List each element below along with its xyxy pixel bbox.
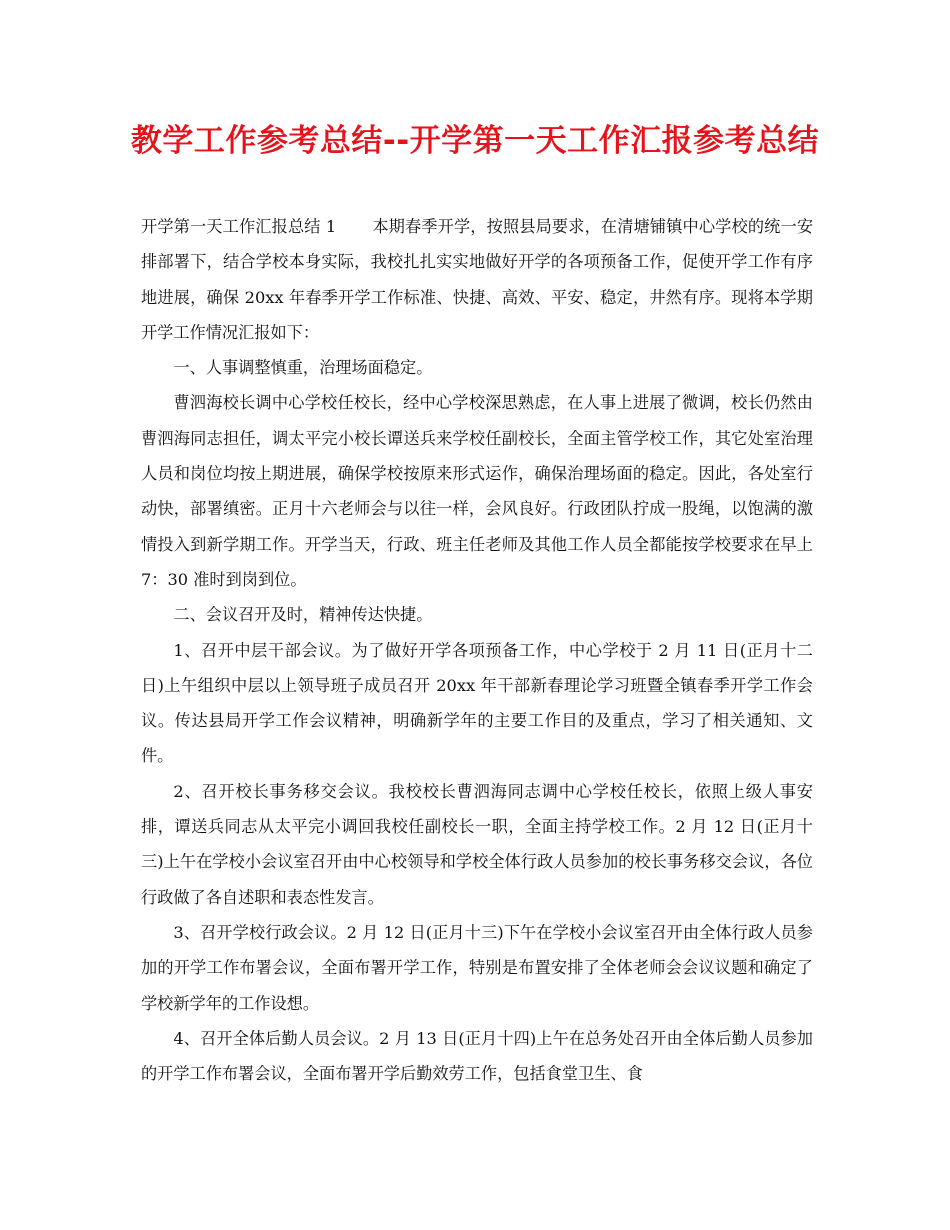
paragraph: 2、召开校长事务移交会议。我校校长曹泗海同志调中心学校任校长，依照上级人事安排，谭送兵同志从太平完小调回我校任副校长一职，全面主持学校工作。2 月 12 日(正月十三)上午在学校小会议室召开由中心校领导和学校全体行政人员参加的校长事务移交会议，各位行政做了各自述职和表态性发言。 <box>141 781 813 907</box>
intro-heading: 开学第一天工作汇报总结 1 <box>141 217 337 236</box>
document-body <box>141 209 813 1091</box>
document-title: 教学工作参考总结--开学第一天工作汇报参考总结 <box>130 123 820 159</box>
paragraph: 4、召开全体后勤人员会议。2 月 13 日(正月十四)上午在总务处召开由全体后勤人员参加的开学工作布署会议，全面布署开学后勤效劳工作，包括食堂卫生、食 <box>141 1028 813 1084</box>
paragraph: 曹泗海校长调中心学校任校长，经中心学校深思熟虑，在人事上进展了微调，校长仍然由曹泗海同志担任，调太平完小校长谭送兵来学校任副校长，全面主管学校工作，其它处室治理人员和岗位均按上期进展，确保学校按原来形式运作，确保治理场面的稳定。因此，各处室行动快，部署缜密。正月十六老师会与以往一样，会风良好。行政团队拧成一股绳，以饱满的激情投入到新学期工作。开学当天，行政、班主任老师及其他工作人员全都能按学校要求在早上 7：30 准时到岗到位。 <box>141 393 813 589</box>
paragraph: 3、召开学校行政会议。2 月 12 日(正月十三)下午在学校小会议室召开由全体行政人员参加的开学工作布署会议，全面布署开学工作，特别是布置安排了全体老师会会议议题和确定了学校新学年的工作设想。 <box>141 922 813 1013</box>
section-heading-2: 二、会议召开及时，精神传达快捷。 <box>173 605 433 625</box>
paragraph: 1、召开中层干部会议。为了做好开学各项预备工作，中心学校于 2 月 11 日(正月十二日)上午组织中层以上领导班子成员召开 20xx 年干部新春理论学习班暨全镇春季开学工作会议。传达县局开学工作会议精神，明确新学年的主要工作目的及重点，学习了相关通知、文件。 <box>141 640 813 766</box>
intro-paragraph <box>141 209 813 350</box>
paragraph-text: 本期春季开学，按照县局要求，在清塘铺镇中心学校的统一安排部署下，结合学校本身实际，我校扎扎实实地做好开学的各项预备工作，促使开学工作有序地进展，确保 20xx 年春季开学工作标准、快捷、高效、平安、稳定，井然有序。现将本学期开学工作情况汇报如下： <box>141 217 814 342</box>
section-heading-1: 一、人事调整慎重，治理场面稳定。 <box>173 358 433 378</box>
